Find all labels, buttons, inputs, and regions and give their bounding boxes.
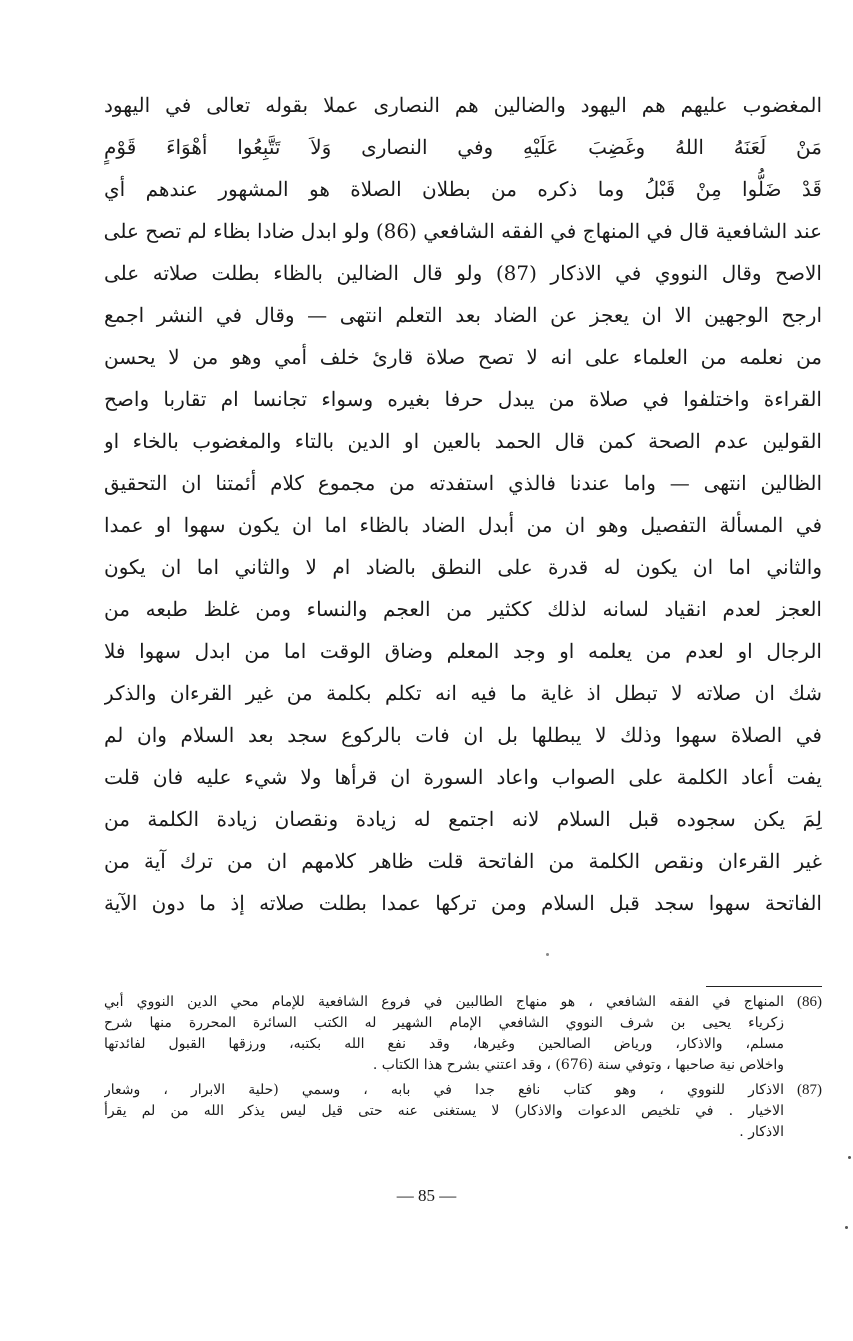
footnote-line: زكرياء يحيى بن شرف النووي الشافعي الإمام الشهير له الكتب السائرة المحررة منها شرح (104, 1015, 784, 1031)
edge-speck (845, 1226, 848, 1229)
text-line: شك ان صلاته لا تبطل اذ غاية ما فيه انه تكلم بكلمة من غير القرءان والذكر (104, 681, 822, 705)
footnote-line: الاذكار للنووي ، وهو كتاب نافع جدا في بابه ، وسمي (حلية الابرار ، وشعار (104, 1082, 784, 1098)
text-line: والثاني اما ان يكون له قدرة على النطق بالضاد ام لا والثاني اما ان يكون (104, 555, 822, 579)
text-line: غير القرءان ونقص الكلمة من الفاتحة قلت ظاهر كلامهم ان من ترك آية من (104, 849, 822, 873)
text-line: في الصلاة سهوا وذلك لا يبطلها بل ان فات بالركوع سجد بعد السلام وان لم (104, 723, 822, 747)
text-line: من نعلمه من العلماء على انه لا تصح صلاة قارئ خلف أمي وهو من لا يحسن (104, 345, 822, 369)
ink-speck (546, 953, 549, 956)
footnote-body (104, 1080, 784, 1143)
text-line: القراءة واختلفوا في صلاة من يبدل حرفا بغيره وسواء تجانسا ام تقاربا واصح (104, 387, 822, 411)
footnote-number: (87) (797, 1082, 822, 1098)
footnote-line: الاذكار . (739, 1124, 784, 1140)
footnote-body (104, 992, 784, 1076)
footnote-separator (706, 986, 822, 987)
footnotes (104, 992, 822, 1147)
footnote-line: واخلاص نية صاحبها ، وتوفي سنة (676) ، وقد اعتني بشرح هذا الكتاب . (372, 1057, 784, 1073)
text-line: الاصح وقال النووي في الاذكار (87) ولو قال الضالين بالظاء بطلت صلاته على (104, 261, 822, 285)
text-line: عند الشافعية قال في المنهاج في الفقه الشافعي (86) ولو ابدل ضادا بظاء لم تصح على (104, 219, 822, 243)
main-text (104, 84, 822, 924)
footnote-line: الاخيار . في تلخيص الدعوات والاذكار) لا يستغنى عنه حتى قيل ليس يذكر الله من لم يقرأ (104, 1103, 784, 1119)
text-line: الرجال او لعدم من يعلمه او وجد المعلم وضاق الوقت اما من ابدل سهوا فلا (104, 639, 822, 663)
footnote-line: المنهاج في الفقه الشافعي ، هو منهاج الطالبين في فروع الشافعية للإمام محي الدين النووي أبي (104, 994, 784, 1010)
text-line: قَدْ ضَلُّوا مِنْ قَبْلُ وما ذكره من بطلان الصلاة هو المشهور عندهم أي (104, 177, 822, 201)
edge-speck (848, 1156, 851, 1159)
text-line: المغضوب عليهم هم اليهود والضالين هم النصارى عملا بقوله تعالى في اليهود (104, 93, 822, 117)
text-line: القولين عدم الصحة كمن قال الحمد بالعين او الدين بالتاء والمغضوب بالخاء او (104, 429, 822, 453)
footnote-line: مسلم، والاذكار، ورياض الصالحين وغيرها، وقد نفع الله بكتبه، ورزقها القبول لفائدتها (104, 1036, 784, 1052)
page-number: — 85 — (396, 1186, 457, 1205)
footnote-86 (104, 992, 822, 1076)
footnote-number: (86) (797, 994, 822, 1010)
text-line: العجز لعدم انقياد لسانه لذلك ككثير من العجم والنساء ومن غلظ طبعه من (104, 597, 822, 621)
text-line: ارجح الوجهين الا ان يعجز عن الضاد بعد التعلم انتهى — وقال في النشر اجمع (104, 303, 822, 327)
text-line: لِمَ يكن سجوده قبل السلام لانه اجتمع له زيادة ونقصان زيادة الكلمة من (104, 807, 822, 831)
text-line: الفاتحة سهوا سجد قبل السلام ومن تركها عمدا بطلت صلاته إذ ما دون الآية (104, 891, 822, 915)
footnote-87 (104, 1080, 822, 1143)
text-line: الظالين انتهى — واما عندنا فالذي استفدته من مجموع كلام أئمتنا ان التحقيق (104, 471, 822, 495)
text-line: مَنْ لَعَنَهُ اللهُ وغَضِبَ عَلَيْهِ وفي النصارى وَلاَ تَتَّبِعُوا أهْوَاءَ قَوْمٍ (104, 135, 822, 159)
text-line: يفت أعاد الكلمة على الصواب واعاد السورة ان قرأها ولا شيء عليه فان قلت (104, 765, 822, 789)
text-line: في المسألة التفصيل وهو ان من أبدل الضاد بالظاء اما ان يكون سهوا او عمدا (104, 513, 822, 537)
